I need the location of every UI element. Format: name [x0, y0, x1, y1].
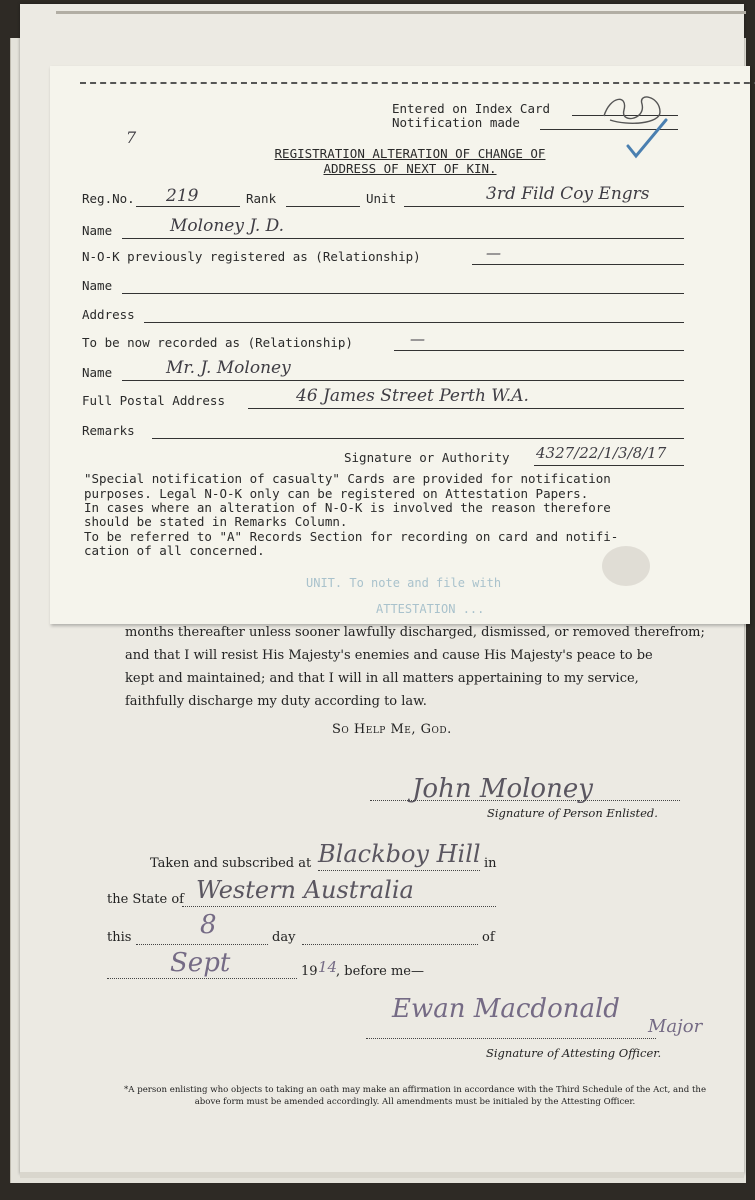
- day-line: [136, 944, 268, 945]
- oath-line-4: faithfully discharge my duty according to law.: [125, 694, 427, 709]
- faded-stamp-line-2: ATTESTATION ...: [376, 602, 485, 616]
- unit-label: Unit: [366, 191, 397, 206]
- day-value: 8: [200, 910, 217, 940]
- postal-address-label: Full Postal Address: [82, 393, 225, 408]
- oath-line-1: months thereafter unless sooner lawfully discharged, dismissed, or removed therefrom;: [125, 625, 705, 640]
- name-value: Moloney J. D.: [170, 216, 285, 236]
- oath-line-2: and that I will resist His Majesty's enemies and cause His Majesty's peace to be: [125, 648, 653, 663]
- oath-text: [125, 621, 705, 713]
- page-top-edge: [56, 11, 746, 14]
- card-title: [240, 146, 580, 176]
- officer-signature: Ewan Macdonald: [392, 994, 620, 1024]
- this-label: this: [107, 930, 132, 945]
- reg-no-value: 219: [166, 186, 199, 206]
- reg-no-label: Reg.No.: [82, 191, 135, 206]
- unit-line: [404, 206, 684, 207]
- enlisted-signature: John Moloney: [412, 774, 593, 804]
- oath-line-3: kept and maintained; and that I will in all matters appertaining to my service,: [125, 671, 639, 686]
- entered-index-label: Entered on Index Card: [392, 101, 551, 116]
- perforated-edge: [80, 82, 755, 84]
- attestation-page: [20, 4, 744, 1174]
- year-prefix: 19: [301, 964, 318, 979]
- officer-signature-line: [366, 1038, 656, 1039]
- of-label: of: [482, 930, 495, 945]
- card-note-line-5: To be referred to "A" Records Section for recording on card and notifi-: [84, 529, 619, 544]
- state-line: [182, 906, 496, 907]
- new-name-line: [122, 380, 684, 381]
- authority-line: [534, 465, 684, 466]
- next-of-kin-card: [50, 66, 750, 624]
- reg-no-line: [136, 206, 240, 207]
- postal-address-line: [248, 408, 684, 409]
- state-label: the State of: [107, 892, 184, 907]
- now-recorded-value: —: [410, 330, 425, 348]
- nok-previous-line: [472, 264, 684, 265]
- new-name-value: Mr. J. Moloney: [166, 358, 291, 378]
- card-note-line-2: purposes. Legal N-O-K only can be registered on Attestation Papers.: [84, 486, 589, 501]
- previous-name-line: [122, 293, 684, 294]
- faded-stamp-line-1: UNIT. To note and file with: [306, 576, 502, 590]
- footnote: *A person enlisting who objects to taking an oath may make an affirmation in accordance with the Third Schedule of the Act, and the above form must be amended accordingly. All amendments must be initialed by the Attesting Officer.: [123, 1085, 707, 1107]
- card-title-line-1: REGISTRATION ALTERATION OF CHANGE OF: [274, 146, 546, 161]
- bottom-sheet-edge: [20, 1172, 744, 1178]
- corner-mark: 7: [126, 128, 137, 147]
- before-me-label: , before me—: [336, 964, 424, 979]
- remarks-label: Remarks: [82, 423, 135, 438]
- month-line: [302, 944, 478, 945]
- enlisted-signature-caption: Signature of Person Enlisted.: [487, 806, 658, 820]
- year-value: 14: [318, 958, 338, 976]
- glue-mark-icon: [598, 540, 654, 596]
- card-note-line-1: "Special notification of casualty" Cards are provided for notification: [84, 471, 611, 486]
- previous-address-label: Address: [82, 307, 135, 322]
- officer-signature-caption: Signature of Attesting Officer.: [486, 1046, 662, 1060]
- card-note-line-6: cation of all concerned.: [84, 543, 265, 558]
- enlisted-signature-line: [370, 800, 680, 801]
- authority-value: 4327/22/1/3/8/17: [536, 444, 667, 462]
- remarks-line: [152, 438, 684, 439]
- so-help-me-god: So Help Me, God.: [332, 722, 452, 737]
- day-label: day: [272, 930, 296, 945]
- state-value: Western Australia: [196, 876, 414, 904]
- previous-name-label: Name: [82, 278, 113, 293]
- taken-subscribed-label: Taken and subscribed at: [150, 856, 312, 871]
- now-recorded-line: [394, 350, 684, 351]
- name-label: Name: [82, 223, 113, 238]
- month-value-line: [107, 978, 297, 979]
- card-note-line-3: In cases where an alteration of N-O-K is involved the reason therefore: [84, 500, 611, 515]
- authority-label: Signature or Authority: [344, 450, 510, 465]
- in-label: in: [484, 856, 497, 871]
- taken-subscribed-line: [318, 870, 480, 871]
- nok-previous-value: —: [486, 244, 501, 262]
- rank-label: Rank: [246, 191, 277, 206]
- card-note-line-4: should be stated in Remarks Column.: [84, 514, 348, 529]
- name-line: [122, 238, 684, 239]
- previous-address-line: [144, 322, 684, 323]
- now-recorded-label: To be now recorded as (Relationship): [82, 335, 353, 350]
- month-value: Sept: [170, 948, 231, 978]
- blue-checkmark-icon: [622, 114, 670, 162]
- officer-rank: Major: [648, 1016, 703, 1037]
- nok-previous-label: N-O-K previously registered as (Relationship): [82, 249, 421, 264]
- taken-subscribed-place: Blackboy Hill: [318, 840, 481, 868]
- notification-made-label: Notification made: [392, 115, 520, 130]
- postal-address-value: 46 James Street Perth W.A.: [296, 386, 529, 406]
- unit-value: 3rd Fild Coy Engrs: [486, 184, 650, 204]
- card-title-line-2: ADDRESS OF NEXT OF KIN.: [323, 161, 497, 176]
- rank-line: [286, 206, 360, 207]
- new-name-label: Name: [82, 365, 113, 380]
